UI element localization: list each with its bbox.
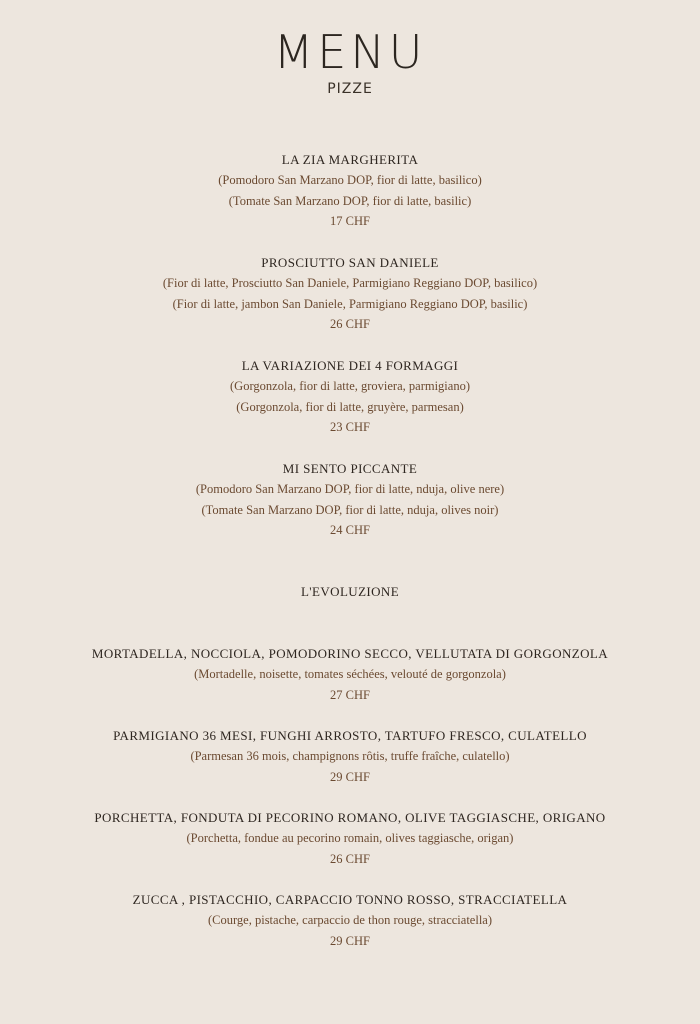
item-price: 23 CHF	[330, 420, 370, 434]
item-name: ZUCCA , PISTACCHIO, CARPACCIO TONNO ROSSO, STRACCIATELLA	[132, 892, 568, 907]
item-price: 27 CHF	[330, 687, 370, 702]
item-description: (Porchetta, fondue au pecorino romain, olives taggiasche, origan)	[186, 831, 514, 845]
item-description-it: (Pomodoro San Marzano DOP, fior di latte, nduja, olive nere)	[195, 482, 505, 496]
item-name: MI SENTO PICCANTE	[282, 461, 418, 476]
menu-item-zucca	[0, 890, 700, 951]
item-description: (Mortadelle, noisette, tomates séchées, velouté de gorgonzola)	[194, 667, 506, 681]
menu-item-porchetta	[0, 808, 700, 869]
item-name: PORCHETTA, FONDUTA DI PECORINO ROMANO, OLIVE TAGGIASCHE, ORIGANO	[94, 810, 606, 825]
item-name: LA VARIAZIONE DEI 4 FORMAGGI	[241, 358, 459, 373]
menu-item-prosciutto	[0, 253, 700, 335]
item-name: MORTADELLA, NOCCIOLA, POMODORINO SECCO, VELLUTATA DI GORGONZOLA	[91, 646, 609, 661]
section-heading-evoluzione: L'EVOLUZIONE	[300, 584, 400, 599]
item-description-fr: (Tomate San Marzano DOP, fior di latte, nduja, olives noir)	[201, 502, 499, 517]
item-description-fr: (Tomate San Marzano DOP, fior di latte, basilic)	[228, 193, 472, 208]
item-name: LA ZIA MARGHERITA	[281, 152, 419, 167]
item-description: (Courge, pistache, carpaccio de thon rouge, stracciatella)	[207, 913, 492, 927]
menu-item-parmigiano	[0, 726, 700, 787]
item-name: PARMIGIANO 36 MESI, FUNGHI ARROSTO, TARTUFO FRESCO, CULATELLO	[113, 728, 587, 743]
item-price: 26 CHF	[330, 851, 370, 866]
item-description-fr: (Fior di latte, jambon San Daniele, Parmigiano Reggiano DOP, basilic)	[172, 296, 528, 311]
item-price: 29 CHF	[330, 933, 370, 948]
item-description-it: (Gorgonzola, fior di latte, groviera, parmigiano)	[230, 379, 470, 393]
item-description-it: (Pomodoro San Marzano DOP, fior di latte, basilico)	[218, 173, 482, 187]
item-price: 24 CHF	[330, 523, 370, 537]
item-price: 26 CHF	[330, 317, 370, 331]
item-description-fr: (Gorgonzola, fior di latte, gruyère, parmesan)	[236, 399, 464, 414]
menu-subtitle: PIZZE	[327, 81, 373, 97]
menu-item-piccante	[0, 459, 700, 541]
item-description: (Parmesan 36 mois, champignons rôtis, truffe fraîche, culatello)	[190, 749, 510, 763]
item-price: 29 CHF	[330, 769, 370, 784]
menu-title: MENU	[273, 25, 427, 79]
item-price: 17 CHF	[330, 214, 370, 228]
menu-item-margherita	[0, 150, 700, 232]
menu-item-mortadella	[0, 644, 700, 705]
menu-item-4-formaggi	[0, 356, 700, 438]
item-name: PROSCIUTTO SAN DANIELE	[261, 255, 439, 270]
item-description-it: (Fior di latte, Prosciutto San Daniele, Parmigiano Reggiano DOP, basilico)	[162, 276, 538, 290]
